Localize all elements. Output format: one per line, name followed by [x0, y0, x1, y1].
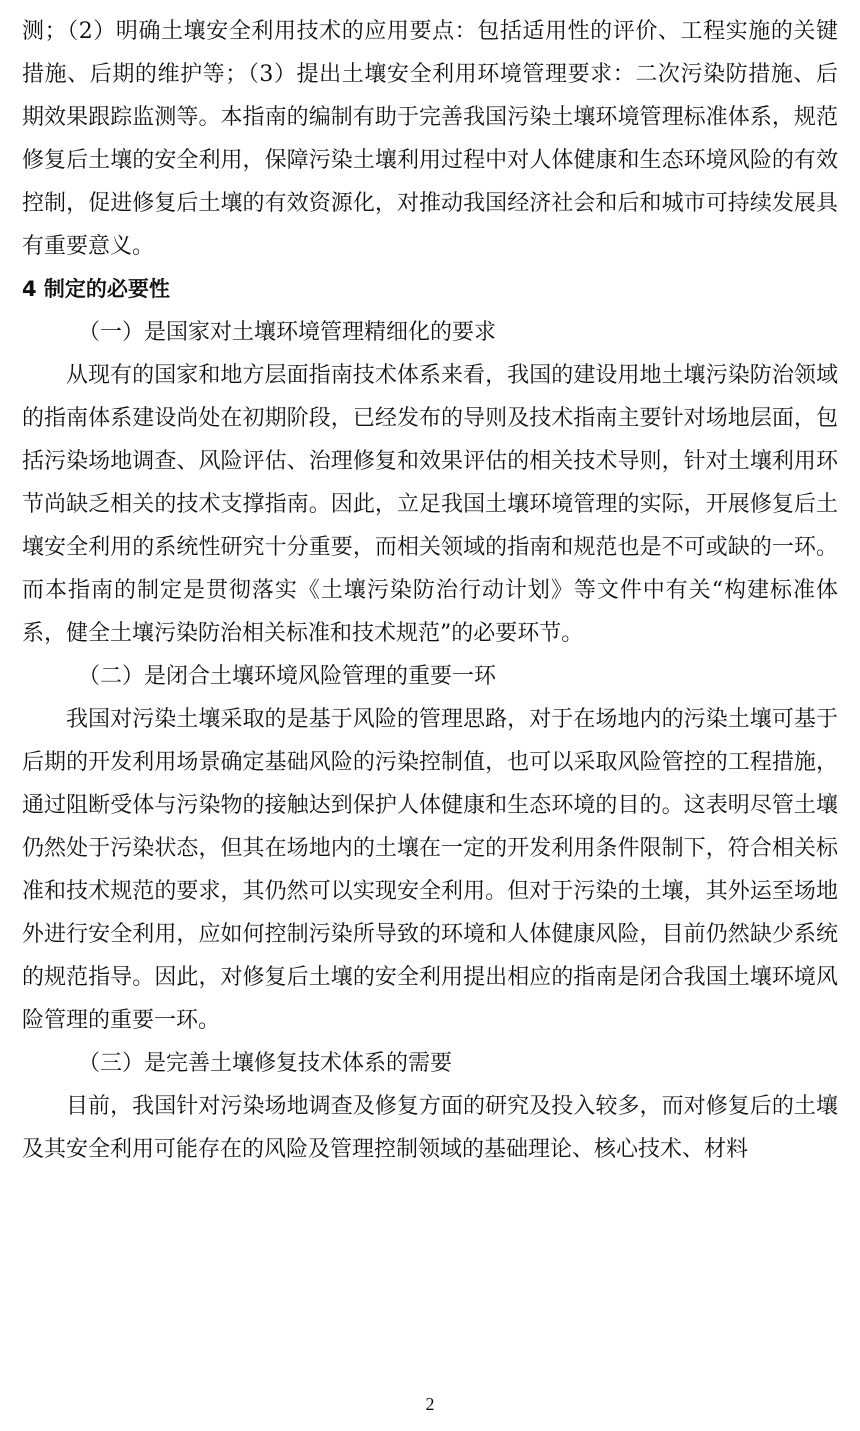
subsection-body-3: 目前，我国针对污染场地调查及修复方面的研究及投入较多，而对修复后的土壤及其安全利用可能存在的风险及管理控制领域的基础理论、核心技术、材料 [22, 1094, 838, 1162]
document-body [22, 10, 838, 1171]
page-number: 2 [425, 1394, 435, 1414]
subsection-body-1: 从现有的国家和地方层面指南技术体系来看，我国的建设用地土壤污染防治领域的指南体系建设尚处在初期阶段，已经发布的导则及技术指南主要针对场地层面，包括污染场地调查、风险评估、治理修复和效果评估的相关技术导则，针对土壤利用环节尚缺乏相关的技术支撑指南。因此，立足我国土壤环境管理的实际，开展修复后土壤安全利用的系统性研究十分重要，而相关领域的指南和规范也是不可或缺的一环。而本指南的制定是贯彻落实《土壤污染防治行动计划》等文件中有关“构建标准体系，健全土壤污染防治相关标准和技术规范”的必要环节。 [22, 363, 838, 646]
subsection-heading-3: （三）是完善土壤修复技术体系的需要 [78, 1051, 453, 1076]
subsection-heading-2: （二）是闭合土壤环境风险管理的重要一环 [78, 664, 497, 689]
subsection-body-2: 我国对污染土壤采取的是基于风险的管理思路，对于在场地内的污染土壤可基于后期的开发利用场景确定基础风险的污染控制值，也可以采取风险管控的工程措施，通过阻断受体与污染物的接触达到保护人体健康和生态环境的目的。这表明尽管土壤仍然处于污染状态，但其在场地内的土壤在一定的开发利用条件限制下，符合相关标准和技术规范的要求，其仍然可以实现安全利用。但对于污染的土壤，其外运至场地外进行安全利用，应如何控制污染所导致的环境和人体健康风险，目前仍然缺少系统的规范指导。因此，对修复后土壤的安全利用提出相应的指南是闭合我国土壤环境风险管理的重要一环。 [22, 707, 838, 1033]
intro-paragraph: 测；（2）明确土壤安全利用技术的应用要点：包括适用性的评价、工程实施的关键措施、后期的维护等；（3）提出土壤安全利用环境管理要求：二次污染防措施、后期效果跟踪监测等。本指南的编制有助于完善我国污染土壤环境管理标准体系，规范修复后土壤的安全利用，保障污染土壤利用过程中对人体健康和生态环境风险的有效控制，促进修复后土壤的有效资源化，对推动我国经济社会和后和城市可持续发展具有重要意义。 [22, 19, 838, 259]
subsection-heading-1: （一）是国家对土壤环境管理精细化的要求 [78, 320, 497, 345]
section-heading: 4 制定的必要性 [22, 277, 170, 301]
